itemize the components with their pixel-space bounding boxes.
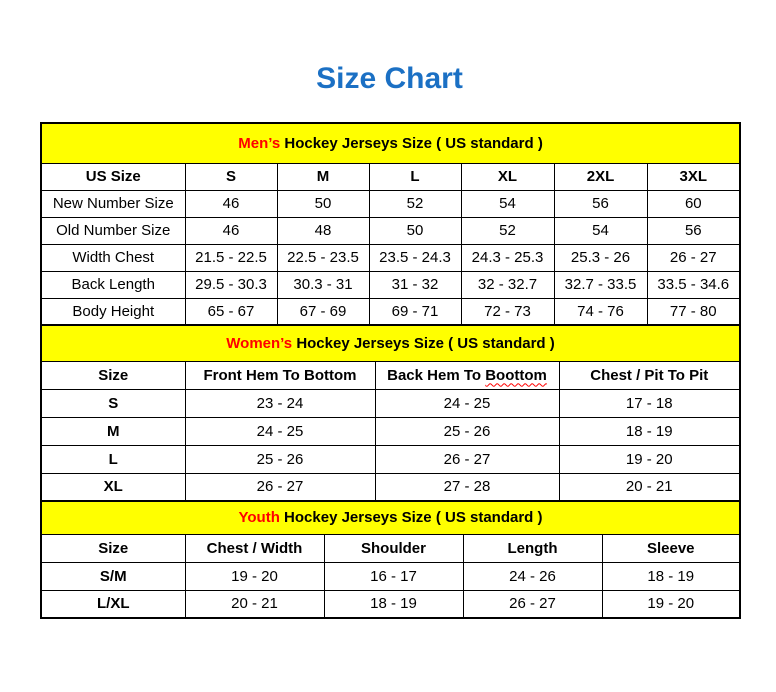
data-cell: 18 - 19 xyxy=(559,417,740,445)
data-cell: 67 - 69 xyxy=(277,298,369,325)
mens-size-table xyxy=(40,122,741,326)
data-cell: 18 - 19 xyxy=(602,562,740,590)
data-cell: 69 - 71 xyxy=(369,298,461,325)
data-cell: 72 - 73 xyxy=(461,298,554,325)
table-row xyxy=(41,389,740,417)
column-header: Shoulder xyxy=(324,534,463,562)
misspelled-word: Boottom xyxy=(485,366,547,384)
row-label: S/M xyxy=(41,562,185,590)
data-cell: 26 - 27 xyxy=(185,473,375,501)
table-row xyxy=(41,271,740,298)
row-label: Old Number Size xyxy=(41,217,185,244)
data-cell: 22.5 - 23.5 xyxy=(277,244,369,271)
column-header: XL xyxy=(461,163,554,190)
data-cell: 24.3 - 25.3 xyxy=(461,244,554,271)
data-cell: 52 xyxy=(461,217,554,244)
column-header: S xyxy=(185,163,277,190)
data-cell: 20 - 21 xyxy=(559,473,740,501)
column-header: Length xyxy=(463,534,602,562)
column-header: L xyxy=(369,163,461,190)
data-cell: 24 - 25 xyxy=(185,417,375,445)
data-cell: 30.3 - 31 xyxy=(277,271,369,298)
womens-section-header xyxy=(41,325,740,361)
row-label: Body Height xyxy=(41,298,185,325)
data-cell: 31 - 32 xyxy=(369,271,461,298)
youth-size-table xyxy=(40,500,741,619)
column-header: Sleeve xyxy=(602,534,740,562)
column-header: Chest / Width xyxy=(185,534,324,562)
page-title: Size Chart xyxy=(316,62,463,95)
row-label: L/XL xyxy=(41,590,185,618)
row-label: Back Length xyxy=(41,271,185,298)
data-cell: 21.5 - 22.5 xyxy=(185,244,277,271)
column-header: Front Hem To Bottom xyxy=(185,361,375,389)
data-cell: 19 - 20 xyxy=(602,590,740,618)
data-cell: 60 xyxy=(647,190,740,217)
mens-section-band-row xyxy=(41,123,740,163)
data-cell: 50 xyxy=(369,217,461,244)
table-row xyxy=(41,190,740,217)
data-cell: 26 - 27 xyxy=(463,590,602,618)
section-highlight: Men’s xyxy=(238,134,281,152)
womens-header-row xyxy=(41,361,740,389)
data-cell: 33.5 - 34.6 xyxy=(647,271,740,298)
youth-section-header xyxy=(41,501,740,534)
data-cell: 46 xyxy=(185,190,277,217)
data-cell: 26 - 27 xyxy=(375,445,559,473)
youth-section-band-row xyxy=(41,501,740,534)
data-cell: 20 - 21 xyxy=(185,590,324,618)
data-cell: 25.3 - 26 xyxy=(554,244,647,271)
row-label: L xyxy=(41,445,185,473)
column-header: 3XL xyxy=(647,163,740,190)
data-cell: 25 - 26 xyxy=(375,417,559,445)
table-row xyxy=(41,445,740,473)
data-cell: 24 - 25 xyxy=(375,389,559,417)
mens-header-row xyxy=(41,163,740,190)
row-label: Width Chest xyxy=(41,244,185,271)
column-header: Chest / Pit To Pit xyxy=(559,361,740,389)
table-row xyxy=(41,590,740,618)
row-label: M xyxy=(41,417,185,445)
data-cell: 19 - 20 xyxy=(185,562,324,590)
column-header-text: Back Hem To xyxy=(387,366,486,384)
data-cell: 56 xyxy=(647,217,740,244)
data-cell: 17 - 18 xyxy=(559,389,740,417)
data-cell: 25 - 26 xyxy=(185,445,375,473)
data-cell: 52 xyxy=(369,190,461,217)
data-cell: 54 xyxy=(554,217,647,244)
section-title-text: Hockey Jerseys Size ( US standard ) xyxy=(284,509,543,527)
column-header: Size xyxy=(41,361,185,389)
data-cell: 27 - 28 xyxy=(375,473,559,501)
womens-size-table xyxy=(40,324,741,502)
data-cell: 26 - 27 xyxy=(647,244,740,271)
mens-section-header xyxy=(41,123,740,163)
column-header: 2XL xyxy=(554,163,647,190)
data-cell: 19 - 20 xyxy=(559,445,740,473)
data-cell: 50 xyxy=(277,190,369,217)
data-cell: 74 - 76 xyxy=(554,298,647,325)
table-row xyxy=(41,473,740,501)
row-label: XL xyxy=(41,473,185,501)
data-cell: 46 xyxy=(185,217,277,244)
row-label: New Number Size xyxy=(41,190,185,217)
womens-section-band-row xyxy=(41,325,740,361)
section-highlight: Youth xyxy=(238,509,280,527)
section-title-text: Hockey Jerseys Size ( US standard ) xyxy=(296,334,555,352)
section-title-text: Hockey Jerseys Size ( US standard ) xyxy=(284,134,543,152)
section-highlight: Women’s xyxy=(226,334,293,352)
data-cell: 77 - 80 xyxy=(647,298,740,325)
data-cell: 32 - 32.7 xyxy=(461,271,554,298)
data-cell: 23 - 24 xyxy=(185,389,375,417)
data-cell: 23.5 - 24.3 xyxy=(369,244,461,271)
table-row xyxy=(41,562,740,590)
data-cell: 56 xyxy=(554,190,647,217)
table-row xyxy=(41,417,740,445)
table-row xyxy=(41,298,740,325)
data-cell: 54 xyxy=(461,190,554,217)
column-header: US Size xyxy=(41,163,185,190)
data-cell: 16 - 17 xyxy=(324,562,463,590)
row-label: S xyxy=(41,389,185,417)
data-cell: 32.7 - 33.5 xyxy=(554,271,647,298)
data-cell: 24 - 26 xyxy=(463,562,602,590)
data-cell: 18 - 19 xyxy=(324,590,463,618)
column-header: Size xyxy=(41,534,185,562)
size-tables xyxy=(40,122,739,619)
column-header xyxy=(375,361,559,389)
table-row xyxy=(41,217,740,244)
data-cell: 29.5 - 30.3 xyxy=(185,271,277,298)
column-header: M xyxy=(277,163,369,190)
youth-header-row xyxy=(41,534,740,562)
table-row xyxy=(41,244,740,271)
data-cell: 48 xyxy=(277,217,369,244)
data-cell: 65 - 67 xyxy=(185,298,277,325)
